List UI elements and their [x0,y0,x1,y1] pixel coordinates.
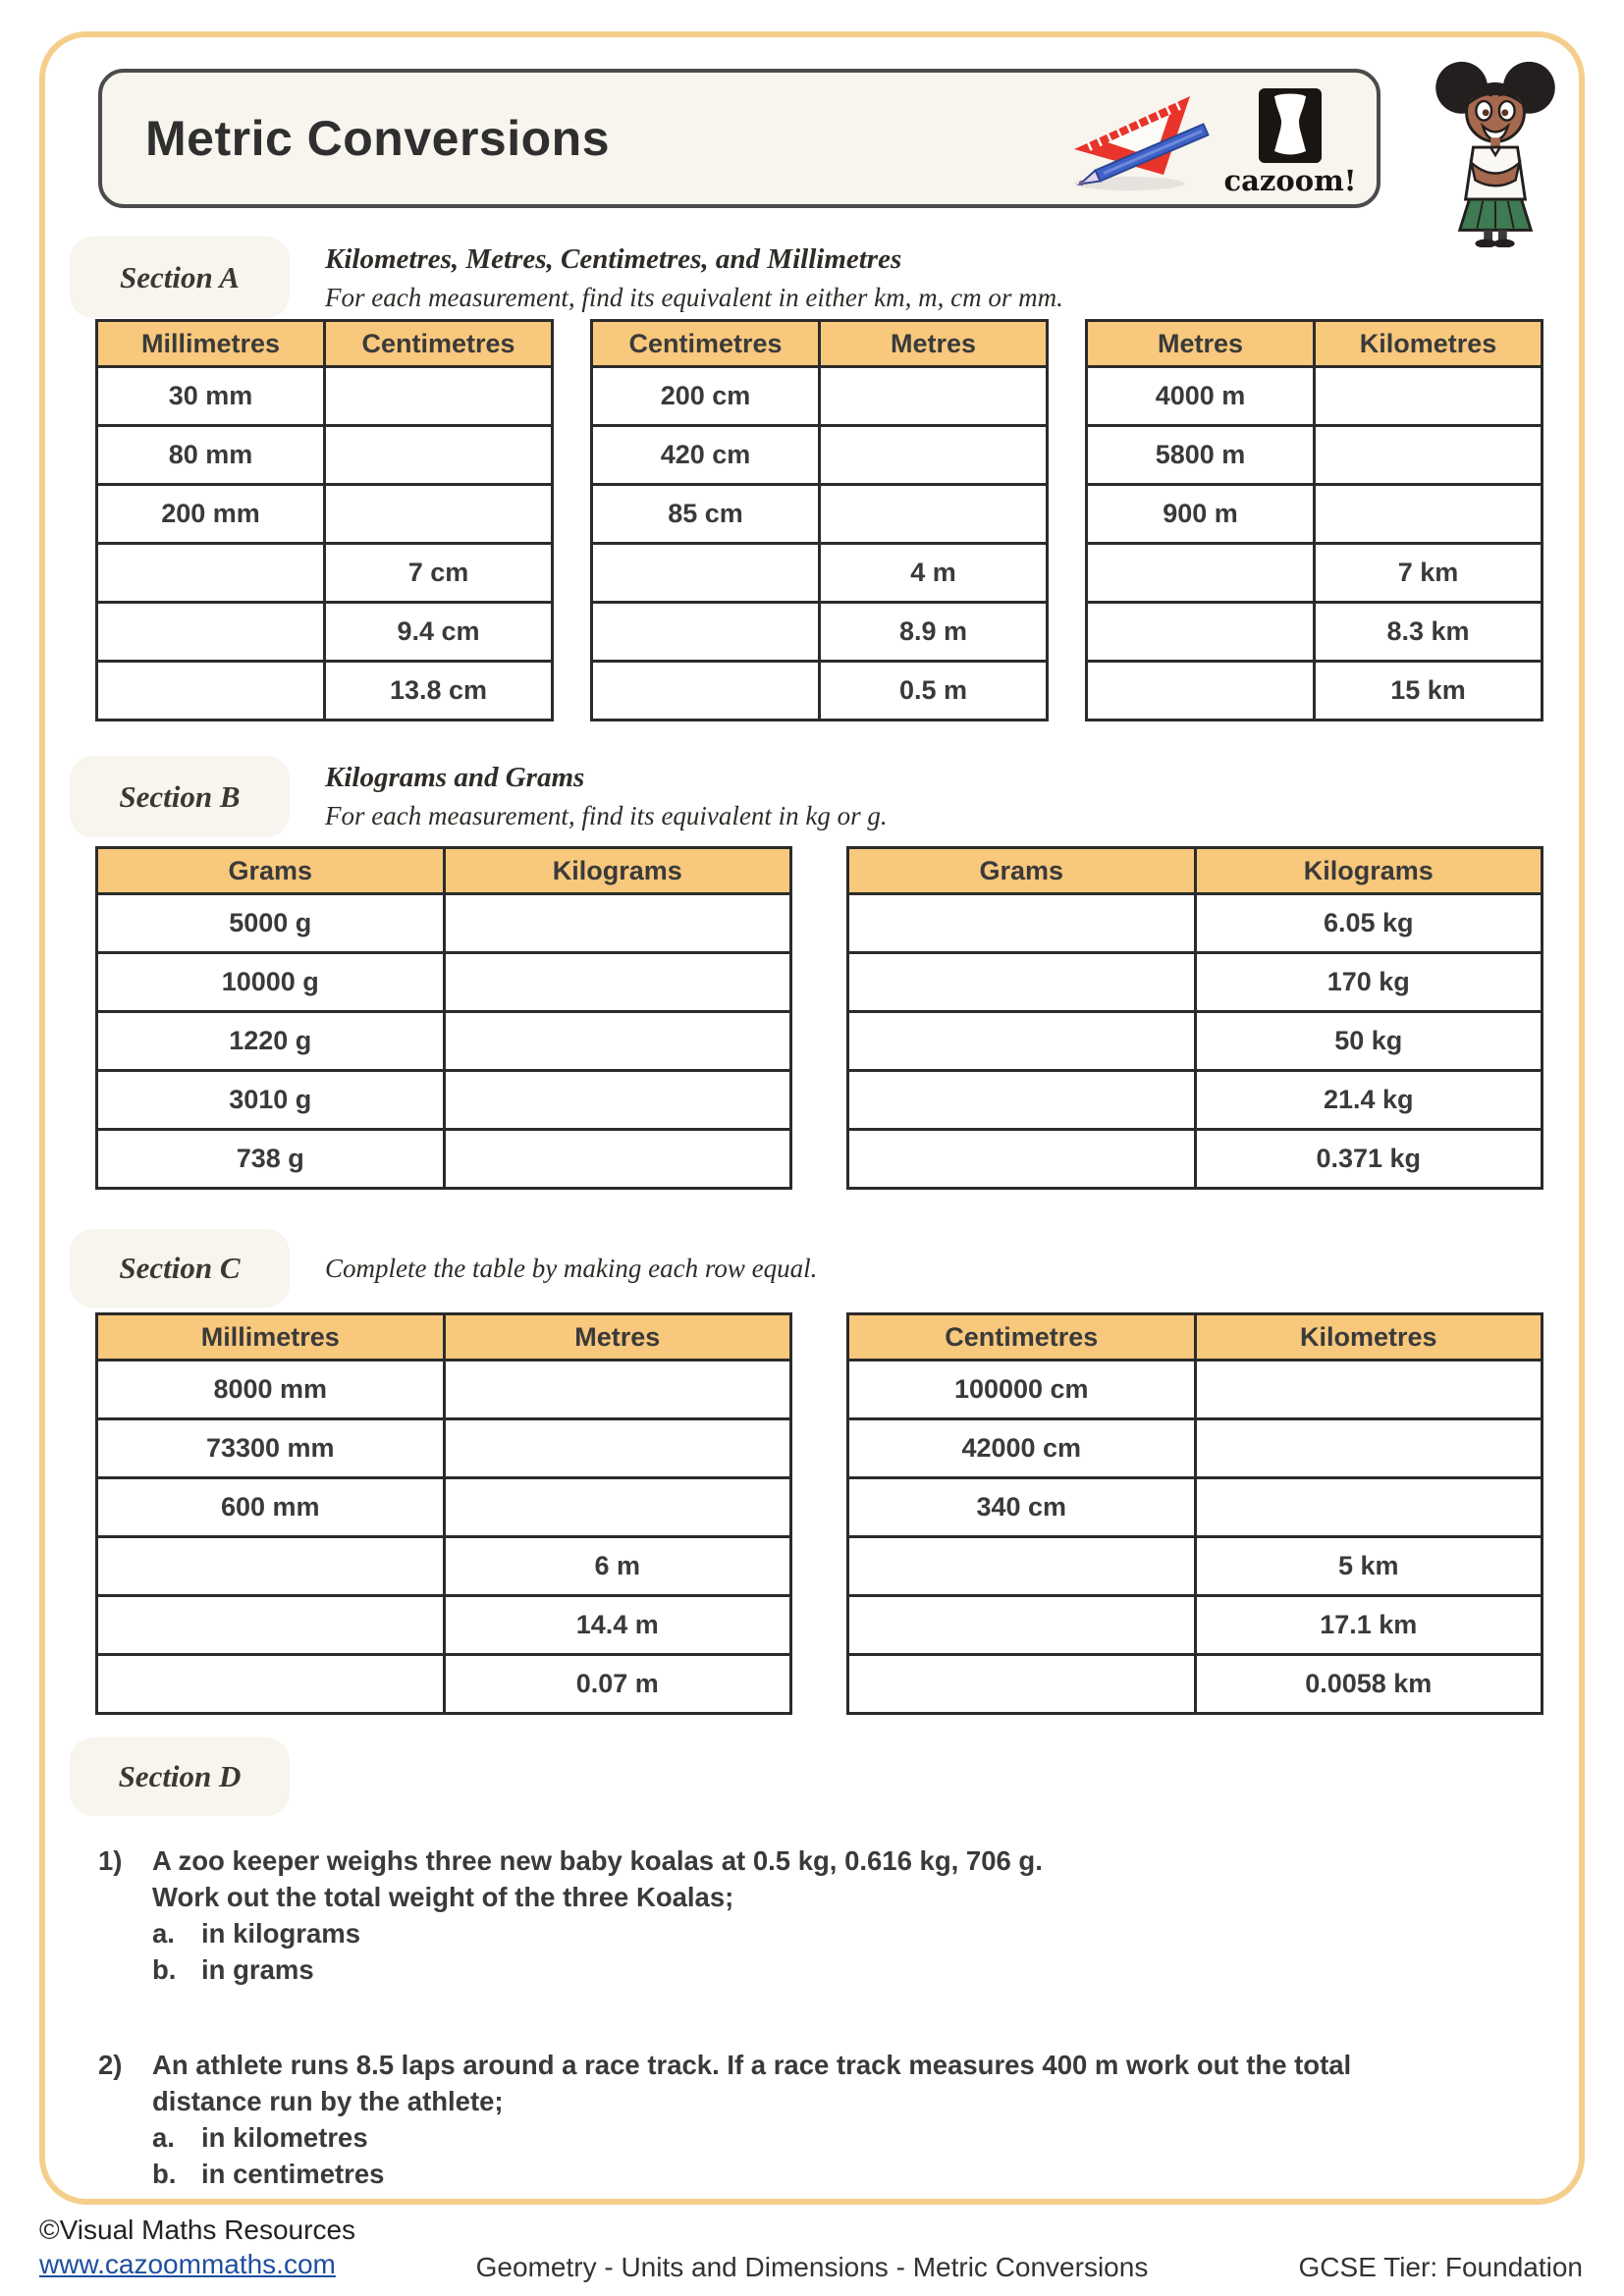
value-cell: 170 kg [1195,953,1543,1012]
value-cell: 0.5 m [820,662,1048,721]
blank-answer-cell [97,662,325,721]
column-header: Millimetres [97,321,325,367]
question-2-number: 2) [98,2050,123,2080]
value-cell: 0.371 kg [1195,1130,1543,1189]
table-row [848,1361,1543,1419]
column-header: Centimetres [592,321,820,367]
question-1-line-2: Work out the total weight of the three Koalas; [152,1882,734,1912]
worksheet-header [98,69,1380,208]
section-b-title: Kilograms and Grams [325,762,585,793]
worksheet-table [95,319,554,721]
blank-answer-cell [592,544,820,603]
column-header: Millimetres [97,1314,445,1361]
value-cell: 30 mm [97,367,325,426]
blank-answer-cell [97,1537,445,1596]
blank-answer-cell [848,1012,1196,1071]
subitem-letter: b. [152,2159,177,2189]
value-cell: 4000 m [1087,367,1315,426]
section-d-label: Section D [70,1737,290,1816]
blank-answer-cell [1315,426,1543,485]
section-b-instruction: For each measurement, find its equivalent in kg or g. [325,801,888,830]
subitem-text: in grams [201,1954,314,1985]
table-row [97,894,791,953]
question-1-subitem-a [152,1915,1043,1951]
table-row [97,1655,791,1714]
table-row [97,426,553,485]
value-cell: 9.4 cm [325,603,553,662]
table-mm-cm [95,319,554,721]
table-row [97,544,553,603]
worksheet-table [1085,319,1543,721]
blank-answer-cell [97,544,325,603]
column-header: Kilometres [1195,1314,1543,1361]
question-1-line-1: A zoo keeper weighs three new baby koalas at 0.5 kg, 0.616 kg, 706 g. [152,1845,1043,1876]
blank-answer-cell [444,953,791,1012]
blank-answer-cell [848,1130,1196,1189]
blank-answer-cell [820,367,1048,426]
question-1-number: 1) [98,1845,123,1876]
value-cell: 50 kg [1195,1012,1543,1071]
cazoom-logo [1221,88,1359,204]
section-a-title: Kilometres, Metres, Centimetres, and Millimetres [325,243,902,275]
table-row [97,953,791,1012]
table-row [848,1012,1543,1071]
worksheet-table [95,846,792,1190]
table-row [97,1537,791,1596]
value-cell: 6.05 kg [1195,894,1543,953]
blank-answer-cell [444,1012,791,1071]
table-row [1087,603,1543,662]
footer-topic-text: Geometry - Units and Dimensions - Metric Conversions [475,2252,1149,2282]
section-b-label: Section B [70,756,290,837]
value-cell: 6 m [444,1537,791,1596]
blank-answer-cell [325,367,553,426]
value-cell: 200 cm [592,367,820,426]
cazoom-logo-text: cazoom! [1223,164,1357,197]
blank-answer-cell [820,485,1048,544]
table-row [848,1537,1543,1596]
subitem-text: in centimetres [201,2159,385,2189]
blank-answer-cell [848,953,1196,1012]
blank-answer-cell [444,1130,791,1189]
value-cell: 7 cm [325,544,553,603]
value-cell: 42000 cm [848,1419,1196,1478]
column-header: Grams [848,848,1196,894]
section-a-label: Section A [70,237,290,318]
value-cell: 200 mm [97,485,325,544]
section-c-instruction: Complete the table by making each row equal. [325,1254,818,1283]
blank-answer-cell [444,1419,791,1478]
section-c-tables [95,1312,1543,1715]
value-cell: 5 km [1195,1537,1543,1596]
question-2 [98,2047,1351,2192]
table-row [592,426,1048,485]
value-cell: 340 cm [848,1478,1196,1537]
blank-answer-cell [848,894,1196,953]
blank-answer-cell [444,1361,791,1419]
question-2-subitem-b [152,2156,1351,2192]
student-character-illustration [1422,55,1569,247]
set-square-pencil-icon [1068,86,1218,198]
table-row [848,953,1543,1012]
blank-answer-cell [1087,662,1315,721]
value-cell: 8.3 km [1315,603,1543,662]
section-a-tables [95,319,1543,721]
worksheet-table [95,1312,792,1715]
blank-answer-cell [848,1655,1196,1714]
table-row [97,1130,791,1189]
value-cell: 10000 g [97,953,445,1012]
table-m-km [1085,319,1543,721]
question-1-subitem-b [152,1951,1043,1988]
value-cell: 0.07 m [444,1655,791,1714]
table-row [592,662,1048,721]
table-row [592,544,1048,603]
value-cell: 4 m [820,544,1048,603]
blank-answer-cell [848,1596,1196,1655]
blank-answer-cell [1315,367,1543,426]
subitem-letter: b. [152,1954,177,1985]
table-row [592,485,1048,544]
value-cell: 900 m [1087,485,1315,544]
table-row [848,894,1543,953]
page-title: Metric Conversions [145,111,611,166]
column-header: Grams [97,848,445,894]
blank-answer-cell [848,1071,1196,1130]
table-row [1087,485,1543,544]
subitem-text: in kilograms [201,1918,360,1949]
table-row [97,1419,791,1478]
section-b-tables [95,846,1543,1190]
blank-answer-cell [1195,1361,1543,1419]
table-row [592,603,1048,662]
value-cell: 100000 cm [848,1361,1196,1419]
table-row [848,1596,1543,1655]
value-cell: 73300 mm [97,1419,445,1478]
column-header: Centimetres [325,321,553,367]
question-1 [98,1842,1043,1988]
footer-tier-text: GCSE Tier: Foundation [1298,2252,1583,2282]
table-mm-m [95,1312,792,1715]
blank-answer-cell [444,1071,791,1130]
table-row [97,662,553,721]
table-row [1087,544,1543,603]
subitem-text: in kilometres [201,2122,368,2153]
blank-answer-cell [325,426,553,485]
blank-answer-cell [97,1596,445,1655]
column-header: Metres [820,321,1048,367]
blank-answer-cell [1087,603,1315,662]
table-row [1087,367,1543,426]
section-a-heading [325,243,1063,313]
blank-answer-cell [1087,544,1315,603]
table-row [97,1596,791,1655]
value-cell: 8.9 m [820,603,1048,662]
table-row [848,1071,1543,1130]
table-row [848,1478,1543,1537]
blank-answer-cell [592,603,820,662]
blank-answer-cell [97,603,325,662]
table-row [848,1655,1543,1714]
value-cell: 5000 g [97,894,445,953]
section-c-label: Section C [70,1229,290,1308]
blank-answer-cell [848,1537,1196,1596]
value-cell: 5800 m [1087,426,1315,485]
table-row [97,1071,791,1130]
blank-answer-cell [1195,1419,1543,1478]
subitem-letter: a. [152,2122,175,2153]
table-row [848,1130,1543,1189]
question-2-line-2: distance run by the athlete; [152,2086,504,2116]
table-g-kg-right [846,846,1543,1190]
blank-answer-cell [1315,485,1543,544]
column-header: Kilograms [1195,848,1543,894]
value-cell: 1220 g [97,1012,445,1071]
copyright-text: ©Visual Maths Resources [39,2215,356,2245]
value-cell: 420 cm [592,426,820,485]
table-row [97,1012,791,1071]
value-cell: 7 km [1315,544,1543,603]
section-b-heading [325,762,888,831]
table-row [848,1419,1543,1478]
value-cell: 80 mm [97,426,325,485]
blank-answer-cell [592,662,820,721]
value-cell: 85 cm [592,485,820,544]
value-cell: 13.8 cm [325,662,553,721]
blank-answer-cell [444,894,791,953]
table-row [97,1478,791,1537]
table-row [1087,662,1543,721]
value-cell: 15 km [1315,662,1543,721]
blank-answer-cell [1195,1478,1543,1537]
section-a-instruction: For each measurement, find its equivalent in either km, m, cm or mm. [325,283,1063,312]
column-header: Centimetres [848,1314,1196,1361]
website-link[interactable]: www.cazoommaths.com [39,2249,336,2279]
value-cell: 21.4 kg [1195,1071,1543,1130]
blank-answer-cell [820,426,1048,485]
worksheet-table [846,846,1543,1190]
djembe-drum-icon [1259,88,1322,163]
value-cell: 3010 g [97,1071,445,1130]
question-2-subitem-a [152,2119,1351,2156]
value-cell: 14.4 m [444,1596,791,1655]
column-header: Metres [1087,321,1315,367]
column-header: Kilometres [1315,321,1543,367]
subitem-letter: a. [152,1918,175,1949]
value-cell: 738 g [97,1130,445,1189]
table-cm-km [846,1312,1543,1715]
value-cell: 600 mm [97,1478,445,1537]
column-header: Kilograms [444,848,791,894]
worksheet-table [590,319,1049,721]
column-header: Metres [444,1314,791,1361]
blank-answer-cell [97,1655,445,1714]
table-cm-m [590,319,1049,721]
table-g-kg-left [95,846,792,1190]
question-2-line-1: An athlete runs 8.5 laps around a race track. If a race track measures 400 m work out the total [152,2050,1352,2080]
table-row [97,367,553,426]
table-row [97,485,553,544]
table-row [97,603,553,662]
value-cell: 8000 mm [97,1361,445,1419]
blank-answer-cell [444,1478,791,1537]
table-row [592,367,1048,426]
table-row [97,1361,791,1419]
worksheet-table [846,1312,1543,1715]
value-cell: 17.1 km [1195,1596,1543,1655]
table-row [1087,426,1543,485]
blank-answer-cell [325,485,553,544]
value-cell: 0.0058 km [1195,1655,1543,1714]
